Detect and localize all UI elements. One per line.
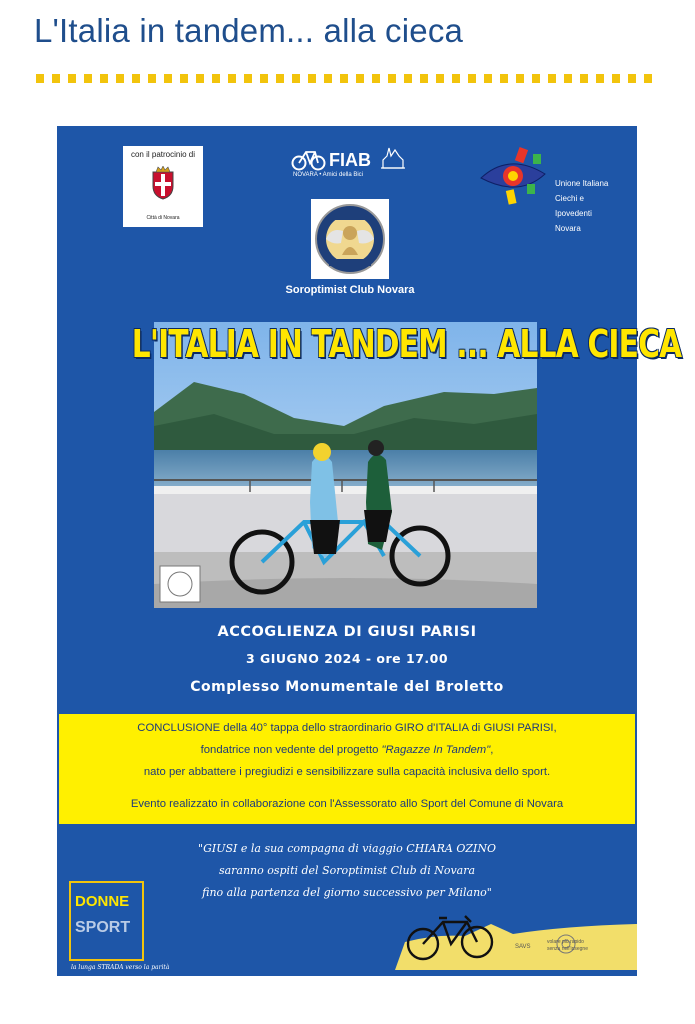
donne-sport-tagline: la lunga STRADA verso la parità — [71, 964, 170, 971]
quote-line: fino alla partenza del giorno successivo per Milano" — [202, 886, 492, 899]
footer-logo-text — [547, 939, 588, 953]
footer-logo-small: SAVS — [515, 944, 531, 950]
quote-line: saranno ospiti del Soroptimist Club di Novara — [218, 864, 476, 877]
fiab-subtitle: NOVARA • Amici della Bici — [293, 172, 364, 178]
uici-name-line: Ipovedenti Novara — [555, 209, 592, 233]
sport-word: SPORT — [75, 919, 131, 936]
announcement-line: CONCLUSIONE della 40° tappa dello straordinario GIRO d'ITALIA di GIUSI PARISI, — [137, 722, 557, 734]
cathedral-icon — [381, 144, 405, 170]
bicycle-icon — [291, 146, 327, 172]
uici-name-line: Ciechi e — [555, 194, 584, 203]
donne-word: DONNE — [75, 893, 130, 910]
page-title: L'Italia in tandem... alla cieca — [34, 12, 464, 49]
club-name: Soroptimist Club Novara — [285, 284, 415, 296]
poster-headline: L'ITALIA IN TANDEM ... ALLA CIECA — [131, 322, 682, 366]
city-of-novara-logo — [123, 146, 203, 227]
footer-logo-line: volare più rapido — [547, 939, 584, 945]
announcement-text: , — [490, 744, 494, 756]
event-poster — [57, 126, 682, 976]
soroptimist-logo — [311, 199, 389, 279]
fiab-logo — [289, 144, 409, 182]
announcement-line: nato per abbattere i pregiudizi e sensibilizzare sulla capacità inclusiva dello sport. — [143, 766, 551, 778]
event-venue: Complesso Monumentale del Broletto — [190, 679, 504, 695]
event-date: 3 GIUGNO 2024 - ore 17.00 — [245, 651, 449, 666]
soroptimist-emblem-icon — [311, 199, 389, 279]
patronage-caption: con il patrocinio di — [130, 150, 196, 159]
city-crest-icon — [150, 166, 176, 200]
eye-icon — [479, 146, 555, 210]
uici-name-line: Unione Italiana — [555, 179, 609, 188]
announcement-line — [59, 744, 635, 756]
event-title: ACCOGLIENZA DI GIUSI PARISI — [217, 624, 477, 640]
project-name: "Ragazze In Tandem" — [381, 744, 491, 756]
uici-logo — [479, 146, 619, 233]
footer-banner — [395, 904, 637, 970]
announcement-band — [59, 714, 635, 824]
quote-line: "GIUSI e la sua compagna di viaggio CHIARA OZINO — [198, 842, 496, 855]
fiab-brand: FIAB — [329, 150, 371, 170]
dotted-divider — [36, 74, 660, 83]
donne-sport-logo — [69, 881, 144, 961]
city-name: Città di Novara — [146, 215, 180, 221]
announcement-text: fondatrice non vedente del progetto — [200, 744, 382, 756]
announcement-line: Evento realizzato in collaborazione con l'Assessorato allo Sport del Comune di Novara — [130, 798, 564, 810]
footer-logo-line: senza nell'insegne — [547, 946, 588, 952]
uici-name — [555, 176, 619, 236]
